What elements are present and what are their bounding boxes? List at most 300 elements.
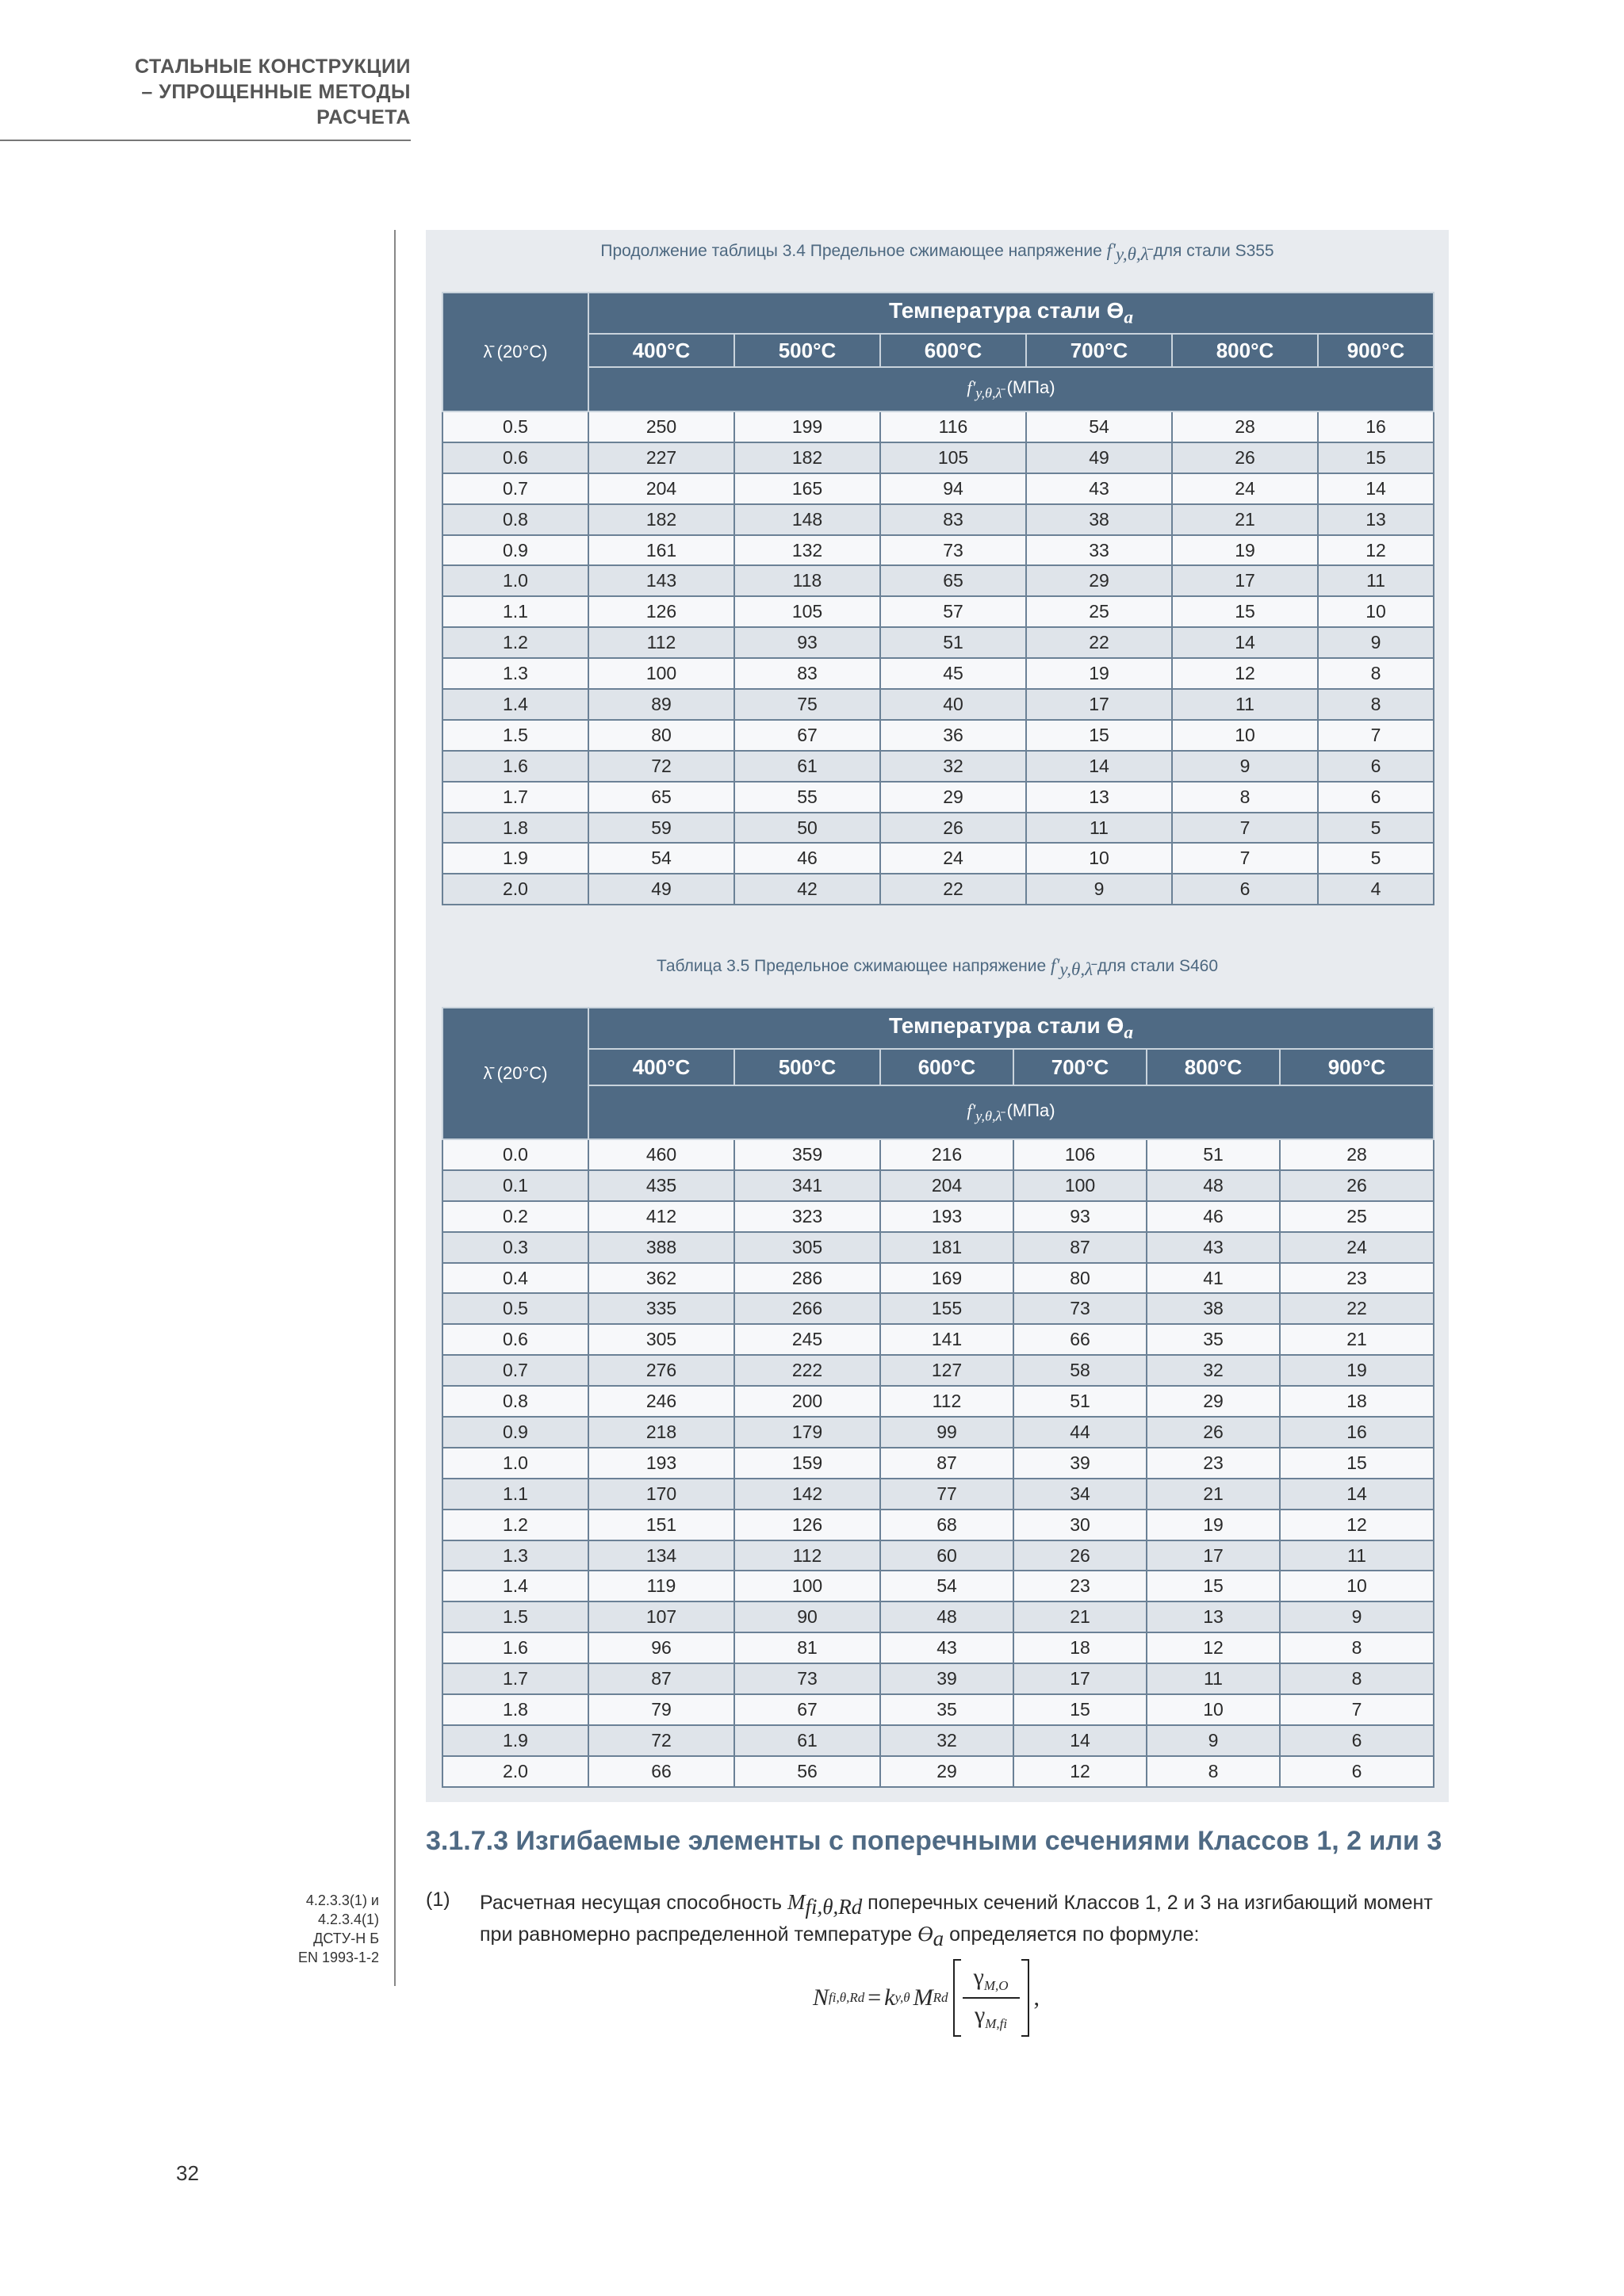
value-cell: 42 <box>734 874 880 905</box>
lambda-cell: 1.7 <box>442 1663 588 1694</box>
value-cell: 141 <box>880 1324 1013 1355</box>
value-cell: 26 <box>1172 442 1318 473</box>
table-row <box>442 782 1434 813</box>
lambda-cell: 1.0 <box>442 1448 588 1479</box>
lambda-cell: 0.9 <box>442 1417 588 1448</box>
table2-unit-text: (МПа) <box>1002 1100 1055 1120</box>
table1-caption-before: Продолжение таблицы 3.4 Предельное сжимающее напряжение <box>600 242 1107 260</box>
value-cell: 412 <box>588 1201 734 1232</box>
value-cell: 12 <box>1280 1510 1434 1540</box>
value-cell: 17 <box>1013 1663 1147 1694</box>
table-row <box>442 1632 1434 1663</box>
value-cell: 169 <box>880 1263 1013 1294</box>
value-cell: 94 <box>880 473 1026 504</box>
lambda-cell: 2.0 <box>442 874 588 905</box>
lambda-cell: 0.9 <box>442 535 588 566</box>
value-cell: 58 <box>1013 1355 1147 1386</box>
value-cell: 21 <box>1280 1324 1434 1355</box>
value-cell: 11 <box>1172 689 1318 720</box>
table2-body <box>442 1139 1434 1787</box>
formula-k: k <box>884 1984 895 2011</box>
lambda-cell: 0.3 <box>442 1232 588 1263</box>
value-cell: 38 <box>1147 1293 1280 1324</box>
value-cell: 59 <box>588 813 734 844</box>
value-cell: 8 <box>1280 1663 1434 1694</box>
value-cell: 14 <box>1172 627 1318 658</box>
value-cell: 112 <box>588 627 734 658</box>
lambda-cell: 0.0 <box>442 1139 588 1170</box>
table-row <box>442 411 1434 442</box>
lambda-cell: 0.7 <box>442 1355 588 1386</box>
table2 <box>442 1007 1434 1788</box>
value-cell: 67 <box>734 1694 880 1725</box>
formula-den-symbol: γ <box>974 2002 986 2028</box>
running-head <box>0 54 411 130</box>
value-cell: 21 <box>1172 504 1318 535</box>
value-cell: 9 <box>1280 1601 1434 1632</box>
formula-lhs: N <box>813 1984 829 2011</box>
table-row <box>442 535 1434 566</box>
value-cell: 24 <box>1172 473 1318 504</box>
table-row <box>442 596 1434 627</box>
value-cell: 72 <box>588 751 734 782</box>
table2-temp-sub: a <box>1124 1022 1133 1043</box>
value-cell: 30 <box>1013 1510 1147 1540</box>
value-cell: 36 <box>880 720 1026 751</box>
table2-temp-900: 900°C <box>1280 1049 1434 1085</box>
value-cell: 21 <box>1147 1479 1280 1510</box>
table2-unit-sub: y,θ,λ̄ <box>975 1108 1002 1124</box>
value-cell: 6 <box>1280 1725 1434 1756</box>
value-cell: 68 <box>880 1510 1013 1540</box>
value-cell: 8 <box>1172 782 1318 813</box>
value-cell: 56 <box>734 1756 880 1787</box>
value-cell: 16 <box>1318 411 1434 442</box>
value-cell: 18 <box>1280 1386 1434 1417</box>
value-cell: 119 <box>588 1571 734 1601</box>
value-cell: 26 <box>1280 1170 1434 1201</box>
value-cell: 7 <box>1318 720 1434 751</box>
running-head-line-1: СТАЛЬНЫЕ КОНСТРУКЦИИ <box>135 55 411 78</box>
value-cell: 81 <box>734 1632 880 1663</box>
value-cell: 55 <box>734 782 880 813</box>
table-row <box>442 1540 1434 1571</box>
value-cell: 112 <box>880 1386 1013 1417</box>
value-cell: 33 <box>1026 535 1172 566</box>
table-row <box>442 874 1434 905</box>
value-cell: 32 <box>880 1725 1013 1756</box>
value-cell: 435 <box>588 1170 734 1201</box>
value-cell: 80 <box>1013 1263 1147 1294</box>
value-cell: 266 <box>734 1293 880 1324</box>
value-cell: 216 <box>880 1139 1013 1170</box>
table1-lambda-header: λ̄ (20°C) <box>442 293 588 411</box>
value-cell: 17 <box>1172 565 1318 596</box>
table2-caption <box>426 955 1449 980</box>
value-cell: 38 <box>1026 504 1172 535</box>
value-cell: 10 <box>1147 1694 1280 1725</box>
table2-caption-math: f' <box>1051 955 1060 975</box>
value-cell: 7 <box>1172 813 1318 844</box>
value-cell: 26 <box>1147 1417 1280 1448</box>
value-cell: 93 <box>734 627 880 658</box>
lambda-cell: 1.0 <box>442 565 588 596</box>
table1-temp-title-text: Температура стали ϴ <box>889 297 1124 323</box>
formula-m: M <box>913 1984 933 2011</box>
lambda-cell: 1.8 <box>442 1694 588 1725</box>
value-cell: 181 <box>880 1232 1013 1263</box>
value-cell: 165 <box>734 473 880 504</box>
value-cell: 100 <box>734 1571 880 1601</box>
value-cell: 87 <box>1013 1232 1147 1263</box>
running-head-line-2: – УПРОЩЕННЫЕ МЕТОДЫ <box>141 81 411 103</box>
table-row <box>442 627 1434 658</box>
value-cell: 6 <box>1318 751 1434 782</box>
value-cell: 39 <box>1013 1448 1147 1479</box>
running-head-rule <box>0 140 411 141</box>
value-cell: 8 <box>1318 658 1434 689</box>
value-cell: 48 <box>1147 1170 1280 1201</box>
value-cell: 23 <box>1147 1448 1280 1479</box>
value-cell: 25 <box>1026 596 1172 627</box>
value-cell: 11 <box>1147 1663 1280 1694</box>
table-row <box>442 1571 1434 1601</box>
lambda-cell: 1.6 <box>442 1632 588 1663</box>
table2-caption-sub: y,θ,λ̄ <box>1059 959 1094 980</box>
side-ref-4: EN 1993-1-2 <box>297 1950 379 1965</box>
value-cell: 10 <box>1318 596 1434 627</box>
table2-temp-title <box>588 1008 1434 1049</box>
table1-temp-800: 800°C <box>1172 334 1318 367</box>
value-cell: 4 <box>1318 874 1434 905</box>
paragraph-text <box>480 1888 1451 1952</box>
value-cell: 362 <box>588 1263 734 1294</box>
table2-temp-600: 600°C <box>880 1049 1013 1085</box>
value-cell: 246 <box>588 1386 734 1417</box>
value-cell: 142 <box>734 1479 880 1510</box>
lambda-cell: 1.2 <box>442 627 588 658</box>
value-cell: 51 <box>1147 1139 1280 1170</box>
value-cell: 359 <box>734 1139 880 1170</box>
value-cell: 80 <box>588 720 734 751</box>
table1-temp-900: 900°C <box>1318 334 1434 367</box>
table2-temp-title-text: Температура стали ϴ <box>889 1012 1124 1038</box>
value-cell: 14 <box>1026 751 1172 782</box>
value-cell: 116 <box>880 411 1026 442</box>
para-math-m-sub: fi,θ,Rd <box>805 1895 863 1919</box>
value-cell: 90 <box>734 1601 880 1632</box>
value-cell: 305 <box>734 1232 880 1263</box>
table1-caption-math: f' <box>1106 240 1116 260</box>
lambda-cell: 0.4 <box>442 1263 588 1294</box>
table-row <box>442 813 1434 844</box>
value-cell: 32 <box>880 751 1026 782</box>
value-cell: 10 <box>1026 843 1172 874</box>
table1-unit-math: f' <box>967 377 976 397</box>
value-cell: 45 <box>880 658 1026 689</box>
value-cell: 159 <box>734 1448 880 1479</box>
value-cell: 17 <box>1147 1540 1280 1571</box>
value-cell: 14 <box>1013 1725 1147 1756</box>
value-cell: 26 <box>880 813 1026 844</box>
formula-den-sub: M,fi <box>985 2016 1008 2031</box>
value-cell: 19 <box>1172 535 1318 566</box>
value-cell: 222 <box>734 1355 880 1386</box>
value-cell: 35 <box>880 1694 1013 1725</box>
section-title: 3.1.7.3 Изгибаемые элементы с поперечными сечениями Классов 1, 2 или 3 <box>426 1826 1442 1856</box>
table1-unit-header <box>588 367 1434 411</box>
value-cell: 6 <box>1280 1756 1434 1787</box>
value-cell: 15 <box>1147 1571 1280 1601</box>
value-cell: 87 <box>880 1448 1013 1479</box>
value-cell: 5 <box>1318 843 1434 874</box>
side-ref-3: ДСТУ-Н Б <box>313 1931 379 1946</box>
value-cell: 204 <box>588 473 734 504</box>
value-cell: 67 <box>734 720 880 751</box>
formula-tail: , <box>1033 1984 1040 2011</box>
value-cell: 7 <box>1172 843 1318 874</box>
value-cell: 11 <box>1280 1540 1434 1571</box>
value-cell: 23 <box>1280 1263 1434 1294</box>
lambda-cell: 1.4 <box>442 689 588 720</box>
value-cell: 12 <box>1147 1632 1280 1663</box>
para-before: Расчетная несущая способность <box>480 1892 787 1914</box>
lambda-cell: 1.1 <box>442 596 588 627</box>
value-cell: 99 <box>880 1417 1013 1448</box>
table-row <box>442 504 1434 535</box>
value-cell: 29 <box>1026 565 1172 596</box>
value-cell: 335 <box>588 1293 734 1324</box>
table-row <box>442 1417 1434 1448</box>
value-cell: 105 <box>734 596 880 627</box>
value-cell: 34 <box>1013 1479 1147 1510</box>
table-row <box>442 751 1434 782</box>
value-cell: 6 <box>1172 874 1318 905</box>
lambda-cell: 0.5 <box>442 1293 588 1324</box>
value-cell: 250 <box>588 411 734 442</box>
value-cell: 11 <box>1026 813 1172 844</box>
value-cell: 193 <box>588 1448 734 1479</box>
value-cell: 16 <box>1280 1417 1434 1448</box>
table1-temp-row <box>442 334 1434 367</box>
table-row <box>442 720 1434 751</box>
value-cell: 161 <box>588 535 734 566</box>
value-cell: 28 <box>1280 1139 1434 1170</box>
value-cell: 60 <box>880 1540 1013 1571</box>
value-cell: 19 <box>1280 1355 1434 1386</box>
value-cell: 43 <box>1026 473 1172 504</box>
value-cell: 100 <box>1013 1170 1147 1201</box>
value-cell: 10 <box>1172 720 1318 751</box>
value-cell: 22 <box>1026 627 1172 658</box>
value-cell: 9 <box>1147 1725 1280 1756</box>
value-cell: 87 <box>588 1663 734 1694</box>
value-cell: 15 <box>1280 1448 1434 1479</box>
value-cell: 14 <box>1280 1479 1434 1510</box>
value-cell: 73 <box>1013 1293 1147 1324</box>
lambda-cell: 1.7 <box>442 782 588 813</box>
table2-temp-700: 700°C <box>1013 1049 1147 1085</box>
table2-temp-row <box>442 1049 1434 1085</box>
value-cell: 305 <box>588 1324 734 1355</box>
value-cell: 112 <box>734 1540 880 1571</box>
value-cell: 155 <box>880 1293 1013 1324</box>
table2-unit-header <box>588 1085 1434 1139</box>
para-after: определяется по формуле: <box>944 1923 1200 1946</box>
value-cell: 43 <box>880 1632 1013 1663</box>
table2-temp-400: 400°C <box>588 1049 734 1085</box>
value-cell: 9 <box>1172 751 1318 782</box>
table1-temp-400: 400°C <box>588 334 734 367</box>
lambda-cell: 1.8 <box>442 813 588 844</box>
side-ref-2: 4.2.3.4(1) <box>317 1911 379 1927</box>
value-cell: 12 <box>1013 1756 1147 1787</box>
table-row <box>442 1756 1434 1787</box>
lambda-cell: 1.3 <box>442 1540 588 1571</box>
value-cell: 83 <box>880 504 1026 535</box>
table-row <box>442 1725 1434 1756</box>
value-cell: 24 <box>880 843 1026 874</box>
value-cell: 29 <box>880 1756 1013 1787</box>
value-cell: 44 <box>1013 1417 1147 1448</box>
value-cell: 75 <box>734 689 880 720</box>
value-cell: 193 <box>880 1201 1013 1232</box>
value-cell: 35 <box>1147 1324 1280 1355</box>
table2-lambda-header: λ̄ (20°C) <box>442 1008 588 1139</box>
lambda-cell: 1.4 <box>442 1571 588 1601</box>
value-cell: 21 <box>1013 1601 1147 1632</box>
value-cell: 48 <box>880 1601 1013 1632</box>
value-cell: 323 <box>734 1201 880 1232</box>
value-cell: 22 <box>1280 1293 1434 1324</box>
table1-unit-sub: y,θ,λ̄ <box>975 385 1002 401</box>
value-cell: 127 <box>880 1355 1013 1386</box>
value-cell: 227 <box>588 442 734 473</box>
value-cell: 341 <box>734 1170 880 1201</box>
formula-equals: = <box>868 1984 882 2011</box>
table1-body <box>442 411 1434 905</box>
formula-lhs-sub: fi,θ,Rd <box>829 1990 865 2005</box>
table-row <box>442 658 1434 689</box>
value-cell: 12 <box>1172 658 1318 689</box>
value-cell: 13 <box>1147 1601 1280 1632</box>
value-cell: 179 <box>734 1417 880 1448</box>
value-cell: 204 <box>880 1170 1013 1201</box>
value-cell: 107 <box>588 1601 734 1632</box>
value-cell: 23 <box>1013 1571 1147 1601</box>
running-head-line-3: РАСЧЕТА <box>316 106 411 128</box>
value-cell: 9 <box>1026 874 1172 905</box>
value-cell: 73 <box>880 535 1026 566</box>
value-cell: 151 <box>588 1510 734 1540</box>
paragraph-number: (1) <box>426 1888 450 1911</box>
lambda-cell: 1.5 <box>442 1601 588 1632</box>
value-cell: 61 <box>734 1725 880 1756</box>
value-cell: 100 <box>588 658 734 689</box>
table-row <box>442 1510 1434 1540</box>
value-cell: 8 <box>1280 1632 1434 1663</box>
value-cell: 17 <box>1026 689 1172 720</box>
value-cell: 106 <box>1013 1139 1147 1170</box>
table1 <box>442 292 1434 905</box>
value-cell: 7 <box>1280 1694 1434 1725</box>
lambda-cell: 1.9 <box>442 1725 588 1756</box>
value-cell: 73 <box>734 1663 880 1694</box>
value-cell: 66 <box>1013 1324 1147 1355</box>
value-cell: 51 <box>1013 1386 1147 1417</box>
value-cell: 39 <box>880 1663 1013 1694</box>
value-cell: 19 <box>1026 658 1172 689</box>
value-cell: 10 <box>1280 1571 1434 1601</box>
table1-temp-600: 600°C <box>880 334 1026 367</box>
lambda-cell: 0.6 <box>442 442 588 473</box>
value-cell: 8 <box>1147 1756 1280 1787</box>
table-row <box>442 1663 1434 1694</box>
formula <box>813 1954 1040 2042</box>
value-cell: 40 <box>880 689 1026 720</box>
table-row <box>442 1601 1434 1632</box>
value-cell: 218 <box>588 1417 734 1448</box>
table1-caption <box>426 240 1449 265</box>
value-cell: 22 <box>880 874 1026 905</box>
table-row <box>442 473 1434 504</box>
table2-temp-500: 500°C <box>734 1049 880 1085</box>
value-cell: 79 <box>588 1694 734 1725</box>
value-cell: 170 <box>588 1479 734 1510</box>
table-row <box>442 1355 1434 1386</box>
table2-unit-math: f' <box>967 1100 976 1120</box>
formula-k-sub: y,θ <box>894 1990 910 2005</box>
value-cell: 83 <box>734 658 880 689</box>
table-row <box>442 1448 1434 1479</box>
para-math-theta-sub: a <box>933 1927 944 1950</box>
lambda-cell: 0.6 <box>442 1324 588 1355</box>
lambda-cell: 2.0 <box>442 1756 588 1787</box>
table-row <box>442 1170 1434 1201</box>
lambda-cell: 1.3 <box>442 658 588 689</box>
value-cell: 460 <box>588 1139 734 1170</box>
value-cell: 105 <box>880 442 1026 473</box>
value-cell: 8 <box>1318 689 1434 720</box>
value-cell: 96 <box>588 1632 734 1663</box>
page-number: 32 <box>176 2161 199 2185</box>
value-cell: 25 <box>1280 1201 1434 1232</box>
value-cell: 132 <box>734 535 880 566</box>
table1-caption-sub: y,θ,λ̄ <box>1115 244 1149 265</box>
table1-temp-700: 700°C <box>1026 334 1172 367</box>
lambda-cell: 0.2 <box>442 1201 588 1232</box>
table-row <box>442 1201 1434 1232</box>
value-cell: 13 <box>1318 504 1434 535</box>
value-cell: 118 <box>734 565 880 596</box>
side-ref-1: 4.2.3.3(1) и <box>305 1892 379 1908</box>
value-cell: 9 <box>1318 627 1434 658</box>
value-cell: 245 <box>734 1324 880 1355</box>
table-row <box>442 1694 1434 1725</box>
value-cell: 32 <box>1147 1355 1280 1386</box>
formula-denominator <box>963 1999 1018 2035</box>
table1-caption-after: для стали S355 <box>1148 242 1274 260</box>
value-cell: 66 <box>588 1756 734 1787</box>
lambda-cell: 0.7 <box>442 473 588 504</box>
para-math-theta: ϴ <box>917 1922 933 1946</box>
value-cell: 29 <box>880 782 1026 813</box>
table2-caption-after: для стали S460 <box>1093 957 1219 975</box>
value-cell: 54 <box>1026 411 1172 442</box>
lambda-cell: 0.5 <box>442 411 588 442</box>
value-cell: 49 <box>1026 442 1172 473</box>
value-cell: 15 <box>1026 720 1172 751</box>
